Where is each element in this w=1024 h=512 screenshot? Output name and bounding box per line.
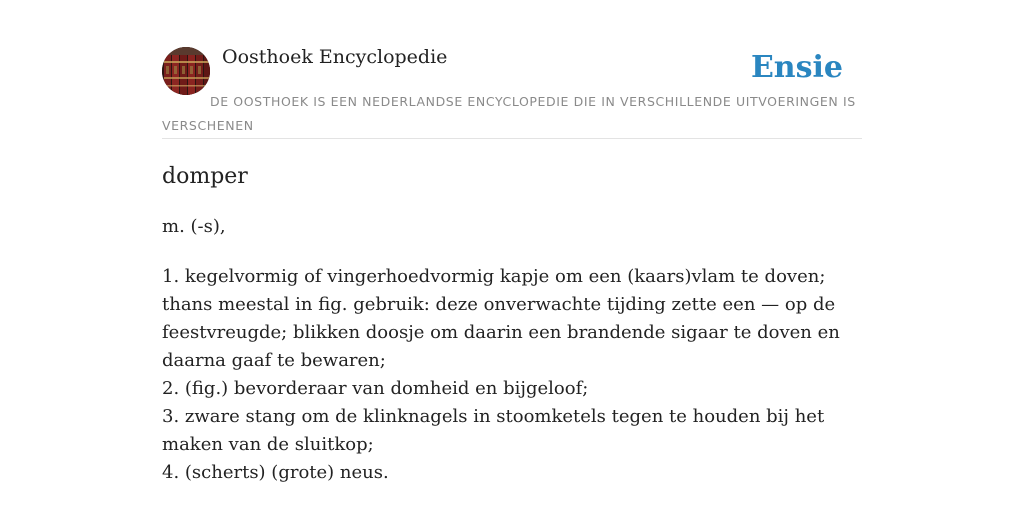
grammar-info: m. (-s), bbox=[162, 216, 226, 237]
divider bbox=[162, 138, 862, 139]
source-description: DE OOSTHOEK IS EEN NEDERLANDSE ENCYCLOPEDIE DIE IN VERSCHILLENDE UITVOERINGEN IS VERSCHENEN bbox=[162, 94, 856, 133]
books-image bbox=[162, 47, 210, 95]
entry-title: domper bbox=[162, 164, 248, 189]
ensie-logo[interactable]: Ensie bbox=[750, 50, 843, 85]
definition-item: 1. kegelvormig of vingerhoedvormig kapje om een (kaars)vlam te doven; thans meestal in fig. gebruik: deze onverwachte tijding zette een — op de feestvreugde; blikken doosje om daarin een brandende sigaar te doven en daarna gaaf te bewaren; bbox=[162, 266, 840, 371]
encyclopedia-books-icon[interactable] bbox=[162, 47, 210, 95]
definition-list bbox=[162, 263, 867, 487]
source-title[interactable]: Oosthoek Encyclopedie bbox=[222, 46, 448, 68]
definition-item: 3. zware stang om de klinknagels in stoomketels tegen te houden bij het maken van de sluitkop; bbox=[162, 406, 825, 455]
definition-item: 2. (fig.) bevorderaar van domheid en bijgeloof; bbox=[162, 378, 589, 399]
definition-item: 4. (scherts) (grote) neus. bbox=[162, 462, 389, 483]
